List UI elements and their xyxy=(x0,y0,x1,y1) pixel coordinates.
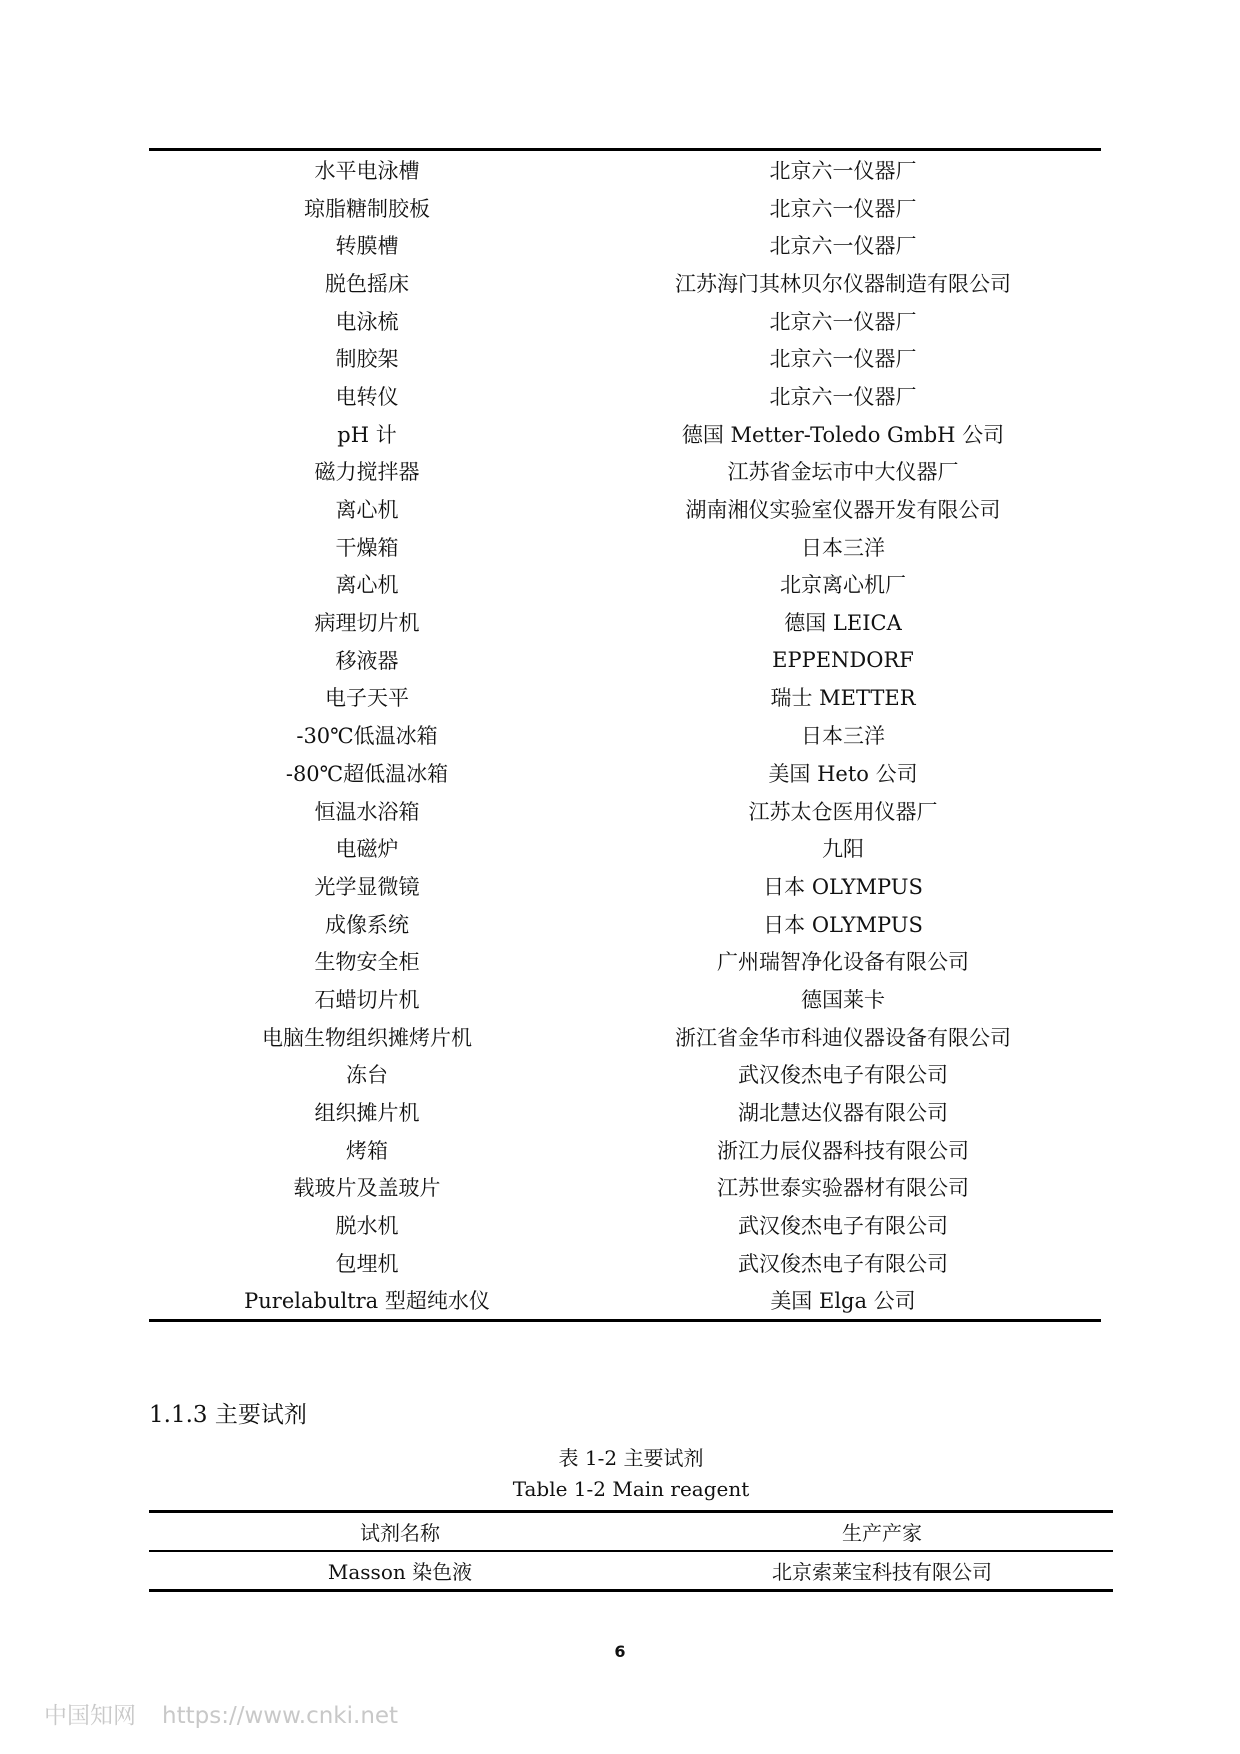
reagent-table xyxy=(149,1510,1113,1592)
cell-maker: 瑞士 METTER xyxy=(770,686,916,711)
cell-name: 磁力搅拌器 xyxy=(314,460,420,485)
cell-name: 载玻片及盖玻片 xyxy=(293,1176,441,1201)
table-row xyxy=(149,679,1101,717)
cell-name: 包埋机 xyxy=(335,1251,399,1276)
watermark-url: https://www.cnki.net xyxy=(162,1703,399,1729)
table-row xyxy=(149,867,1101,905)
table-caption-en: Table 1-2 Main reagent xyxy=(512,1477,750,1501)
table-row xyxy=(149,1018,1101,1056)
table-row xyxy=(149,339,1101,377)
table-row xyxy=(149,792,1101,830)
cell-maker: 德国 LEICA xyxy=(784,611,902,636)
cell-name: 生物安全柜 xyxy=(314,950,420,975)
table-row xyxy=(149,453,1101,491)
cell-name: 琼脂糖制胶板 xyxy=(304,196,430,221)
cell-name: -80℃超低温冰箱 xyxy=(285,761,449,786)
table-row xyxy=(149,942,1101,980)
cell-maker: 德国 Metter-Toledo GmbH 公司 xyxy=(681,422,1005,447)
cell-maker: 九阳 xyxy=(822,837,864,862)
cell-maker: 北京六一仪器厂 xyxy=(769,309,917,334)
cell-name: 电子天平 xyxy=(325,686,409,711)
cell-maker: 江苏海门其林贝尔仪器制造有限公司 xyxy=(675,271,1011,296)
cell-maker: 北京六一仪器厂 xyxy=(769,158,917,183)
cell-name: -30℃低温冰箱 xyxy=(296,724,438,749)
table-caption-zh: 表 1-2 主要试剂 xyxy=(558,1446,704,1470)
table-row xyxy=(149,1056,1101,1094)
cell-maker: 北京离心机厂 xyxy=(780,573,906,598)
cell-name: 电转仪 xyxy=(335,384,399,409)
cell-maker: 湖南湘仪实验室仪器开发有限公司 xyxy=(685,498,1001,523)
cell-maker: 武汉俊杰电子有限公司 xyxy=(738,1214,948,1239)
table-row xyxy=(149,1552,1113,1589)
table-row xyxy=(149,1244,1101,1282)
cell-name: 移液器 xyxy=(335,648,399,673)
table-row xyxy=(149,905,1101,943)
cell-name: Purelabultra 型超纯水仪 xyxy=(244,1289,490,1314)
table-row xyxy=(149,980,1101,1018)
cell-name: 冻台 xyxy=(346,1063,388,1088)
table-row xyxy=(149,1282,1101,1320)
cell-maker: 日本 OLYMPUS xyxy=(763,912,923,937)
cell-name: 制胶架 xyxy=(335,347,399,372)
table-row xyxy=(149,716,1101,754)
cell-maker: 美国 Heto 公司 xyxy=(768,761,918,786)
cell-maker: 北京索莱宝科技有限公司 xyxy=(772,1560,992,1584)
cell-name: 成像系统 xyxy=(325,912,409,937)
cell-maker: 湖北慧达仪器有限公司 xyxy=(738,1101,948,1126)
cell-name: 恒温水浴箱 xyxy=(314,799,420,824)
cell-maker: 北京六一仪器厂 xyxy=(769,384,917,409)
cell-maker: 浙江省金华市科迪仪器设备有限公司 xyxy=(675,1025,1011,1050)
cell-name: 病理切片机 xyxy=(314,611,420,636)
cell-maker: 北京六一仪器厂 xyxy=(769,234,917,259)
cell-name: 脱水机 xyxy=(335,1214,399,1239)
cell-name: 烤箱 xyxy=(346,1138,388,1163)
table-row xyxy=(149,1093,1101,1131)
cell-maker: 广州瑞智净化设备有限公司 xyxy=(717,950,969,975)
cell-maker: 江苏太仓医用仪器厂 xyxy=(748,799,938,824)
watermark-brand: 中国知网 xyxy=(44,1703,136,1729)
cell-name: 电脑生物组织摊烤片机 xyxy=(262,1025,472,1050)
cell-maker: 日本三洋 xyxy=(801,724,885,749)
cell-maker: EPPENDORF xyxy=(772,647,914,672)
table-row xyxy=(149,528,1101,566)
table-row xyxy=(149,754,1101,792)
table-row xyxy=(149,829,1101,867)
cell-name: Masson 染色液 xyxy=(327,1560,473,1584)
equipment-table xyxy=(149,148,1101,1322)
cell-maker: 江苏世泰实验器材有限公司 xyxy=(717,1176,969,1201)
table-row xyxy=(149,377,1101,415)
table-row xyxy=(149,302,1101,340)
cell-name: 转膜槽 xyxy=(335,234,399,259)
table-row xyxy=(149,603,1101,641)
cell-maker: 美国 Elga 公司 xyxy=(770,1289,916,1314)
header-manufacturer: 生产产家 xyxy=(842,1521,922,1545)
table-row xyxy=(149,226,1101,264)
table-row xyxy=(149,641,1101,679)
header-reagent-name: 试剂名称 xyxy=(360,1521,440,1545)
cell-name: 光学显微镜 xyxy=(314,874,420,899)
cell-maker: 日本三洋 xyxy=(801,535,885,560)
cell-maker: 浙江力辰仪器科技有限公司 xyxy=(717,1138,969,1163)
cell-name: 石蜡切片机 xyxy=(314,987,420,1012)
cnki-watermark xyxy=(44,1697,398,1730)
section-heading: 1.1.3 主要试剂 xyxy=(149,1402,307,1428)
table-row xyxy=(149,151,1101,189)
cell-maker: 北京六一仪器厂 xyxy=(769,347,917,372)
table-row xyxy=(149,189,1101,227)
cell-name: 干燥箱 xyxy=(335,535,399,560)
cell-name: 离心机 xyxy=(335,573,399,598)
table-row xyxy=(149,1131,1101,1169)
cell-name: 电磁炉 xyxy=(335,837,399,862)
cell-name: 电泳梳 xyxy=(335,309,399,334)
cell-maker: 武汉俊杰电子有限公司 xyxy=(738,1251,948,1276)
cell-maker: 武汉俊杰电子有限公司 xyxy=(738,1063,948,1088)
table-header-row xyxy=(149,1513,1113,1552)
table-row xyxy=(149,490,1101,528)
table-row xyxy=(149,566,1101,604)
page-number: 6 xyxy=(614,1642,626,1661)
cell-name: 组织摊片机 xyxy=(314,1101,420,1126)
table-row xyxy=(149,264,1101,302)
cell-maker: 北京六一仪器厂 xyxy=(769,196,917,221)
table-row xyxy=(149,1206,1101,1244)
cell-maker: 江苏省金坛市中大仪器厂 xyxy=(727,460,959,485)
cell-maker: 德国莱卡 xyxy=(801,987,885,1012)
cell-name: 脱色摇床 xyxy=(325,271,409,296)
cell-name: 离心机 xyxy=(335,498,399,523)
table-row xyxy=(149,415,1101,453)
cell-name: 水平电泳槽 xyxy=(314,158,420,183)
table-row xyxy=(149,1169,1101,1207)
cell-maker: 日本 OLYMPUS xyxy=(763,874,923,899)
cell-name: pH 计 xyxy=(337,422,397,447)
